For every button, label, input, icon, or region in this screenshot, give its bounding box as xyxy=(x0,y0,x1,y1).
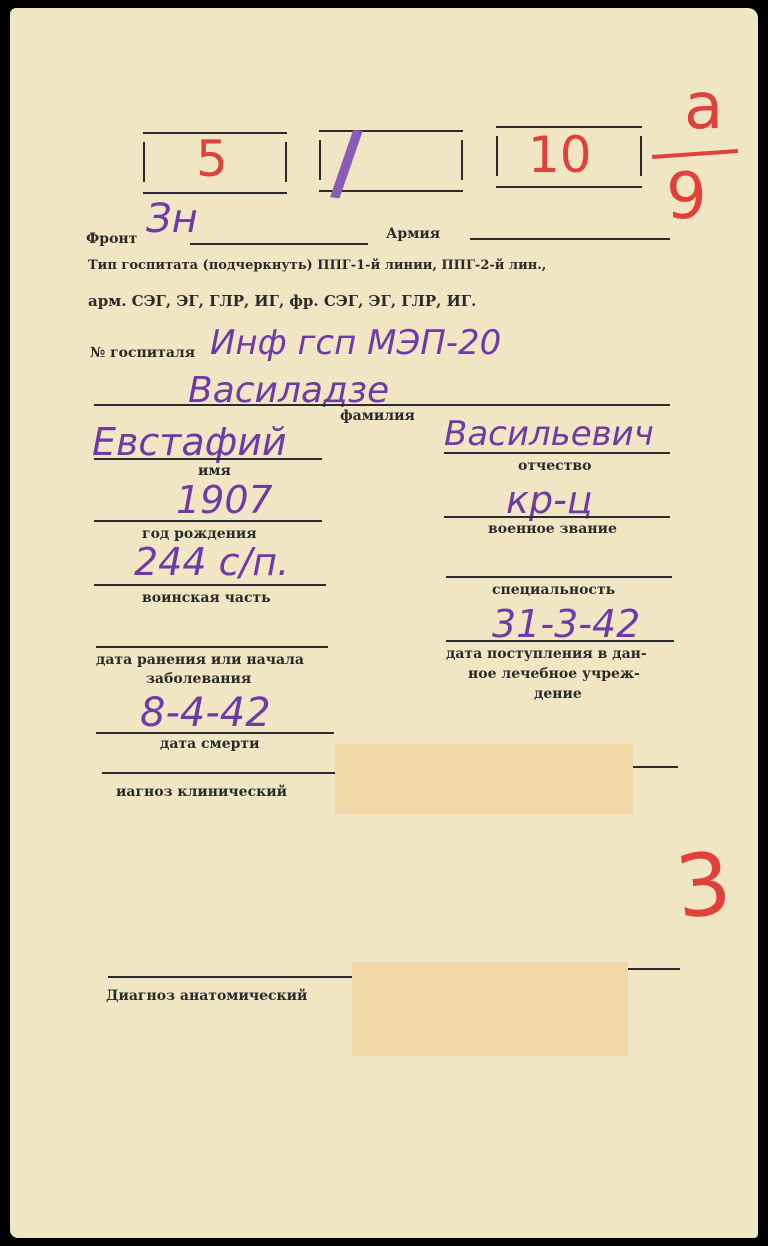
redaction-anatomical xyxy=(352,962,628,1056)
admission-label-3: дение xyxy=(534,686,582,702)
name-label: имя xyxy=(198,463,231,479)
unit-line xyxy=(94,584,326,586)
name-value: Евстафий xyxy=(92,420,287,464)
unit-value: 244 с/п. xyxy=(134,540,290,584)
wound-date-label-1: дата ранения или начала xyxy=(96,652,304,668)
rank-label: военное звание xyxy=(488,521,617,537)
specialty-label: специальность xyxy=(492,582,616,598)
name-line xyxy=(94,458,322,460)
hospital-no-value: Инф гсп МЭП-20 xyxy=(210,323,502,363)
diag-anatomical-label: Диагноз анатомический xyxy=(106,988,308,1004)
death-date-value: 8-4-42 xyxy=(140,690,271,736)
diag-clinical-label: иагноз клинический xyxy=(116,784,287,800)
diag-anatomical-line-left xyxy=(108,976,354,978)
death-date-line xyxy=(96,732,334,734)
box1-value: 5 xyxy=(196,130,228,188)
surname-value: Василадзе xyxy=(188,370,390,411)
surname-label: фамилия xyxy=(340,408,415,424)
diag-clinical-line-left xyxy=(102,772,336,774)
death-date-label: дата смерти xyxy=(160,736,260,752)
front-value: Зн xyxy=(146,196,198,242)
birth-year-label: год рождения xyxy=(142,526,257,542)
patronymic-line xyxy=(444,452,670,454)
army-label: Армия xyxy=(386,226,441,242)
surname-line xyxy=(94,404,670,406)
patronymic-label: отчество xyxy=(518,458,592,474)
rank-line xyxy=(444,516,670,518)
front-label: Фронт xyxy=(86,231,138,247)
birth-year-line xyxy=(94,520,322,522)
admission-label-2: ное лечебное учреж- xyxy=(468,666,640,682)
hospital-type-line: Тип госпитата (подчеркнуть) ППГ-1-й линии, ППГ-2-й лин., xyxy=(88,258,547,273)
diag-clinical-line-right xyxy=(632,766,678,768)
admission-line xyxy=(446,640,674,642)
fraction-bottom: 9 xyxy=(666,160,707,234)
hospital-type-line-2: арм. СЭГ, ЭГ, ГЛР, ИГ, фр. СЭГ, ЭГ, ГЛР, ИГ. xyxy=(88,292,477,310)
fraction-top: a xyxy=(684,70,724,144)
unit-label: воинская часть xyxy=(142,590,271,606)
army-line xyxy=(470,238,670,240)
margin-number: 3 xyxy=(670,833,736,939)
box3-value: 10 xyxy=(528,126,592,184)
box2-value: I xyxy=(324,108,368,224)
birth-year-value: 1907 xyxy=(176,478,273,522)
patronymic-value: Васильевич xyxy=(444,414,654,454)
front-line xyxy=(190,243,368,245)
rank-value: кр-ц xyxy=(506,478,593,522)
specialty-line xyxy=(446,576,672,578)
wound-date-line xyxy=(96,646,328,648)
admission-value: 31-3-42 xyxy=(492,602,641,646)
wound-date-label-2: заболевания xyxy=(146,671,252,687)
diag-anatomical-line-right xyxy=(628,968,680,970)
admission-label-1: дата поступления в дан- xyxy=(446,646,647,662)
hospital-no-label: № госпиталя xyxy=(90,345,196,361)
redaction-clinical xyxy=(335,744,633,814)
